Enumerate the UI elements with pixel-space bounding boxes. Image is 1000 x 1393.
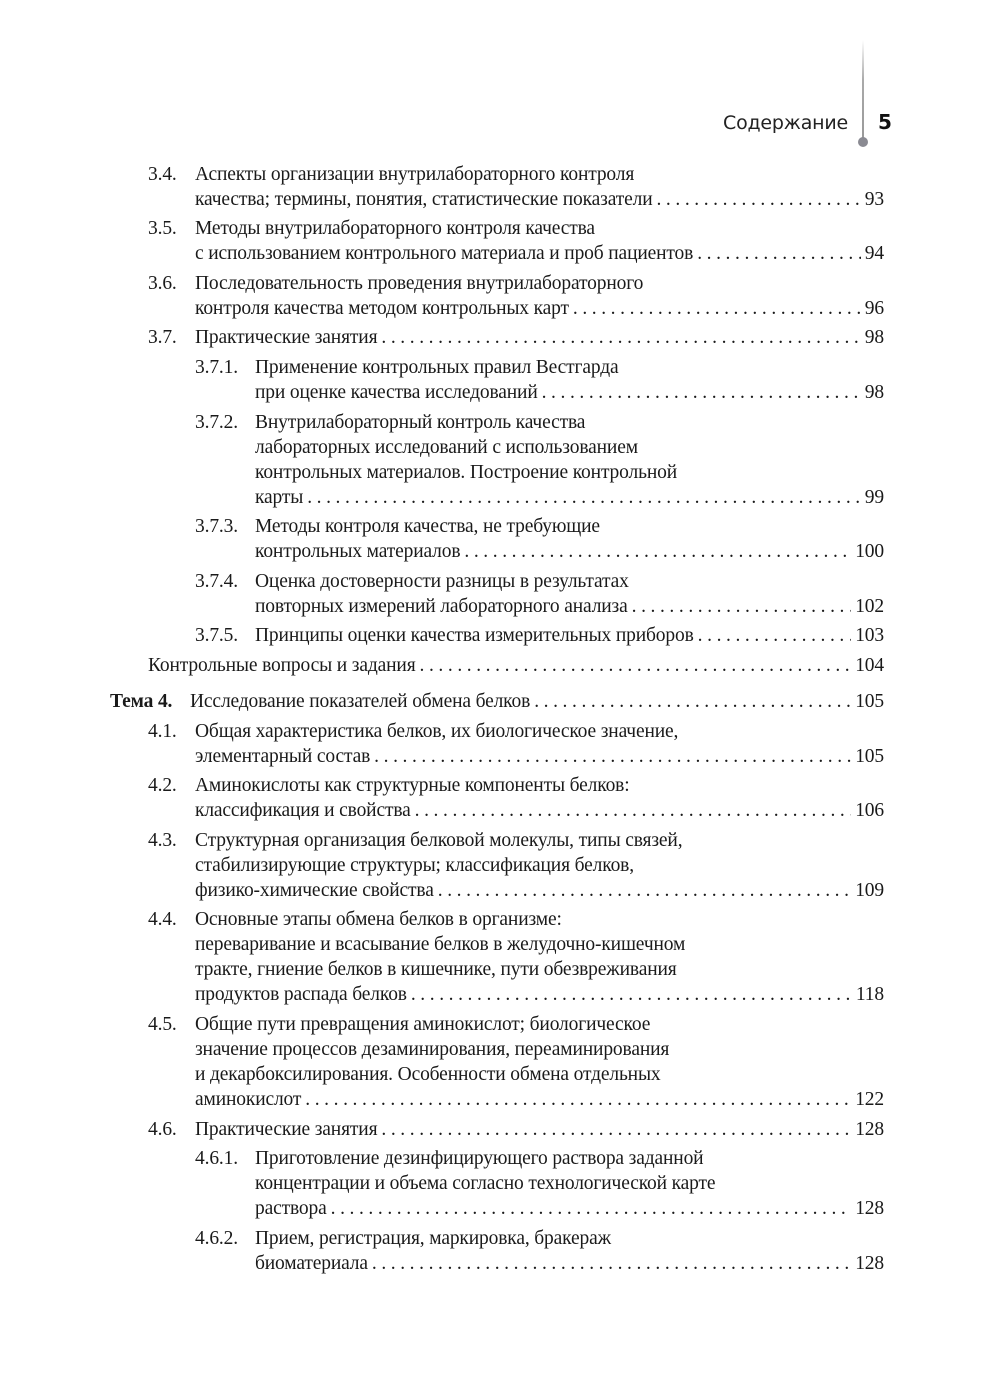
toc-entry-title-line: контрольных материалов. Построение контрольной	[255, 461, 677, 483]
dot-leader	[698, 623, 852, 648]
toc-entry[interactable]	[0, 410, 1000, 510]
toc-entry-title-line: контрольных материалов	[255, 541, 461, 563]
toc-entry-number: 3.7.3.	[195, 516, 238, 538]
toc-entry-number: 3.5.	[148, 218, 177, 240]
toc-entry[interactable]	[0, 216, 1000, 266]
toc-entry[interactable]	[0, 1117, 1000, 1142]
dot-leader	[415, 798, 852, 823]
toc-entry[interactable]	[0, 719, 1000, 769]
toc-entry-title-line: физико-химические свойства	[195, 879, 434, 901]
toc-entry-number: 3.7.2.	[195, 411, 238, 433]
dot-leader	[381, 1117, 851, 1142]
toc-entry-title-line: Приготовление дезинфицирующего раствора заданной	[255, 1148, 704, 1170]
toc-entry-title-line: Общие пути превращения аминокислот; биологическое	[195, 1013, 651, 1035]
toc-entry-page: 128	[855, 1118, 884, 1140]
toc-entry-number: 3.7.5.	[195, 625, 238, 647]
toc-entry-title-line: Применение контрольных правил Вестгарда	[255, 356, 619, 378]
toc-entry-page: 103	[855, 625, 884, 647]
toc-entry-page: 102	[855, 595, 884, 617]
toc-entry[interactable]	[0, 569, 1000, 619]
toc-entry-number: 4.1.	[148, 720, 177, 742]
toc-entry-title-line: стабилизирующие структуры; классификация белков,	[195, 854, 634, 876]
toc-entry-title-line: Методы внутрилабораторного контроля качества	[195, 218, 595, 240]
toc-entry-title-line: Практические занятия	[195, 327, 378, 349]
running-head-section: Содержание	[723, 112, 848, 134]
toc-entry[interactable]	[0, 828, 1000, 903]
dot-leader	[411, 982, 852, 1007]
page-number: 5	[878, 110, 892, 134]
toc-entry[interactable]	[0, 514, 1000, 564]
toc-entry-title-line: при оценке качества исследований	[255, 381, 538, 403]
toc-entry-page: 106	[855, 800, 884, 822]
toc-entry-title-line: Контрольные вопросы и задания	[148, 654, 416, 676]
toc-entry-title-line: продуктов распада белков	[195, 984, 407, 1006]
toc-entry-page: 93	[864, 188, 884, 210]
toc-entry-page: 99	[864, 486, 884, 508]
toc-entry-title-line: Аминокислоты как структурные компоненты белков:	[195, 775, 630, 797]
toc-entry-page: 98	[864, 327, 884, 349]
toc-entry-title-line: Структурная организация белковой молекулы, типы связей,	[195, 829, 683, 851]
dot-leader	[372, 1251, 851, 1276]
toc-entry-title-line: с использованием контрольного материала и проб пациентов	[195, 243, 694, 265]
toc-entry-number: 3.4.	[148, 163, 177, 185]
toc-entry-number: 3.7.	[148, 327, 177, 349]
toc-entry[interactable]	[0, 907, 1000, 1007]
toc-entry[interactable]	[0, 689, 1000, 714]
toc-entry-page: 109	[855, 879, 884, 901]
toc-entry-number: 3.6.	[148, 272, 177, 294]
dot-leader	[420, 653, 852, 678]
toc-entry-title-line: контроля качества методом контрольных карт	[195, 297, 569, 319]
toc-entry-title-line: Оценка достоверности разницы в результатах	[255, 570, 629, 592]
toc-entry-title-line: элементарный состав	[195, 745, 371, 767]
dot-leader	[464, 539, 851, 564]
toc-entry-number: 4.4.	[148, 909, 177, 931]
dot-leader	[697, 241, 861, 266]
toc-entry-page: 128	[855, 1252, 884, 1274]
toc-entry-page: 96	[864, 297, 884, 319]
toc-entry-number: 4.6.2.	[195, 1227, 238, 1249]
toc-entry-number: 3.7.1.	[195, 356, 238, 378]
toc-entry[interactable]	[0, 1226, 1000, 1276]
toc-entry-title-line: переваривание и всасывание белков в желудочно-кишечном	[195, 934, 686, 956]
toc-entry-title-line: и декарбоксилирования. Особенности обмена отдельных	[195, 1063, 661, 1085]
toc-entry-title-line: Исследование показателей обмена белков	[190, 690, 531, 712]
dot-leader	[656, 187, 860, 212]
dot-leader	[573, 296, 861, 321]
toc-entry-page: 98	[864, 381, 884, 403]
toc-entry-title-line: классификация и свойства	[195, 800, 411, 822]
toc-entry-title-line: повторных измерений лабораторного анализа	[255, 595, 628, 617]
dot-leader	[632, 594, 852, 619]
dot-leader	[305, 1087, 851, 1112]
toc-entry-page: 104	[855, 654, 884, 676]
toc-entry-title-line: Прием, регистрация, маркировка, бракераж	[255, 1227, 611, 1249]
table-of-contents	[0, 157, 1000, 1276]
dot-leader	[438, 878, 851, 903]
toc-entry-number: 4.3.	[148, 829, 177, 851]
toc-entry-number: 4.6.	[148, 1118, 177, 1140]
dot-leader	[307, 485, 861, 510]
toc-entry-title-line: концентрации и объема согласно технологической карте	[255, 1173, 716, 1195]
toc-entry[interactable]	[0, 1146, 1000, 1221]
toc-entry-title-line: раствора	[255, 1198, 327, 1220]
toc-entry-page: 128	[855, 1198, 884, 1220]
toc-entry-title-line: Принципы оценки качества измерительных приборов	[255, 625, 694, 647]
dot-leader	[374, 744, 851, 769]
toc-entry[interactable]	[0, 653, 1000, 678]
toc-entry-title-line: Последовательность проведения внутрилабораторного	[195, 272, 644, 294]
toc-entry-title-line: Основные этапы обмена белков в организме:	[195, 909, 562, 931]
toc-entry-number: 4.5.	[148, 1013, 177, 1035]
dot-leader	[542, 380, 861, 405]
toc-entry-number: Тема 4.	[110, 690, 173, 712]
toc-entry-page: 94	[864, 243, 884, 265]
toc-entry-page: 105	[855, 745, 884, 767]
toc-entry-title-line: Общая характеристика белков, их биологическое значение,	[195, 720, 679, 742]
toc-entry-page: 100	[855, 541, 884, 563]
dot-leader	[331, 1196, 852, 1221]
toc-entry-number: 4.6.1.	[195, 1148, 238, 1170]
toc-entry-title-line: Методы контроля качества, не требующие	[255, 516, 600, 538]
toc-entry[interactable]	[0, 325, 1000, 350]
toc-entry-title-line: Аспекты организации внутрилабораторного контроля	[195, 163, 635, 185]
dot-leader	[381, 325, 860, 350]
toc-entry-title-line: Внутрилабораторный контроль качества	[255, 411, 586, 433]
toc-entry-title-line: Практические занятия	[195, 1118, 378, 1140]
toc-entry[interactable]	[0, 1012, 1000, 1112]
toc-entry-page: 122	[855, 1088, 884, 1110]
toc-entry-number: 3.7.4.	[195, 570, 238, 592]
toc-entry-title-line: биоматериала	[255, 1252, 368, 1274]
toc-entry-page: 118	[855, 984, 884, 1006]
toc-entry-number: 4.2.	[148, 775, 177, 797]
header-dot-ornament	[858, 137, 868, 147]
toc-entry[interactable]	[0, 773, 1000, 823]
toc-entry[interactable]	[0, 162, 1000, 212]
toc-entry-title-line: значение процессов дезаминирования, переаминирования	[195, 1038, 670, 1060]
toc-entry-page: 105	[855, 690, 884, 712]
toc-entry[interactable]	[0, 271, 1000, 321]
toc-entry-title-line: качества; термины, понятия, статистические показатели	[195, 188, 653, 210]
toc-entry-title-line: тракте, гниение белков в кишечнике, пути обезвреживания	[195, 959, 677, 981]
header-rule	[862, 40, 864, 140]
toc-entry-title-line: карты	[255, 486, 304, 508]
toc-entry[interactable]	[0, 355, 1000, 405]
toc-entry-title-line: лабораторных исследований с использованием	[255, 436, 638, 458]
toc-entry[interactable]	[0, 623, 1000, 648]
dot-leader	[534, 689, 851, 714]
toc-entry-title-line: аминокислот	[195, 1088, 302, 1110]
